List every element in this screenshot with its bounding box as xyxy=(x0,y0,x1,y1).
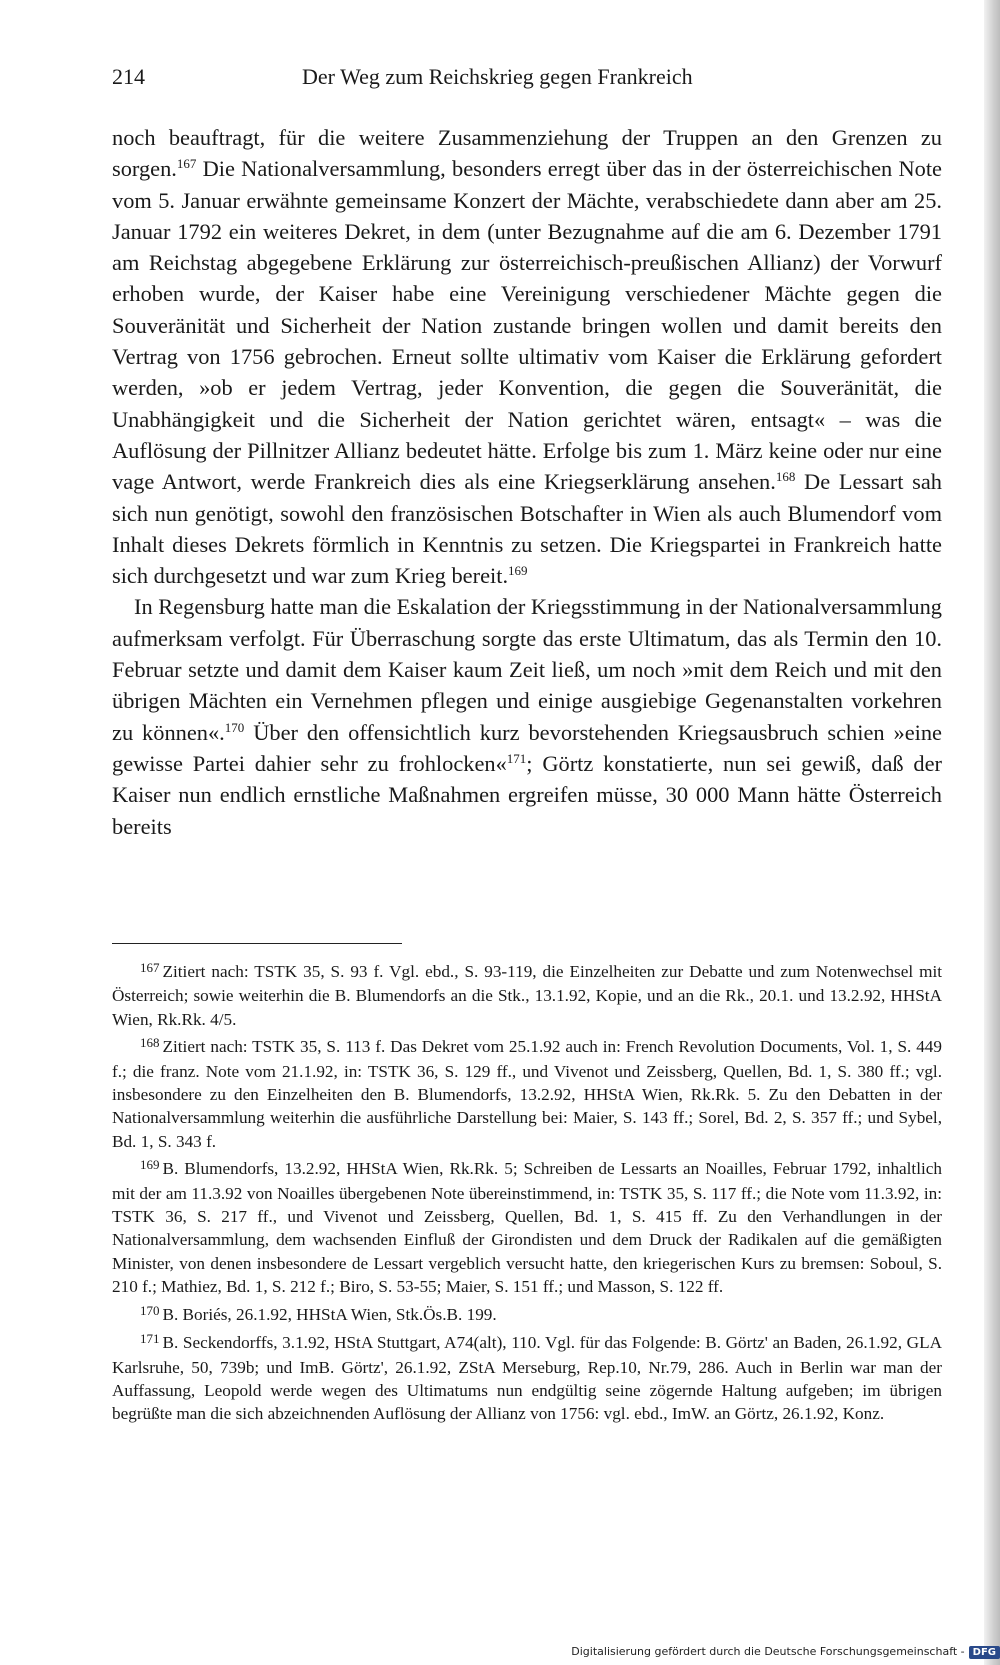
running-title: Der Weg zum Reichskrieg gegen Frankreich xyxy=(302,64,693,89)
footnote-text: Zitiert nach: TSTK 35, S. 113 f. Das Dekret vom 25.1.92 auch in: French Revolution Documents, Vol. 1, S. 449 f.; die franz. Note vom 21.1.92, in: TSTK 36, S. 129 ff., und Vivenot und Zeissberg, Quellen, Bd. 1, S. 380 ff.; vgl. insbesondere zu den Einzelheiten den B. Blumendorfs, 13.2.92, HHStA Wien, Rk.Rk. 5. Zu den Debatten in der Nationalversammlung weiterhin die ausführliche Darstellung bei: Maier, S. 143 ff.; Sorel, Bd. 2, S. 357 ff.; und Sybel, Bd. 1, S. 343 f. xyxy=(112,1037,942,1151)
footnote-text: Zitiert nach: TSTK 35, S. 93 f. Vgl. ebd., S. 93-119, die Einzelheiten zur Debatte und zum Notenwechsel mit Österreich; sowie weiterhin die B. Blumendorfs an die Stk., 13.1.92, Kopie, und an die Rk., 20.1. und 13.2.92, HHStA Wien, Rk.Rk. 4/5. xyxy=(112,962,942,1029)
page-number: 214 xyxy=(112,64,145,89)
dfg-logo: DFG xyxy=(969,1646,1000,1659)
text-run: noch beauftragt, für die weitere Zusammenziehung der Truppen an den Grenzen zu sorgen. xyxy=(112,125,942,182)
footnote-ref: 170 xyxy=(224,719,245,735)
footnote-number: 168 xyxy=(140,1035,160,1051)
text-run: Über den offensichtlich kurz bevorstehenden Kriegsausbruch schien »eine gewisse Partei dahier sehr zu frohlocken« xyxy=(112,719,942,776)
footnote-ref: 169 xyxy=(508,563,528,579)
footnote-ref: 171 xyxy=(506,750,527,766)
paragraph xyxy=(112,591,942,841)
footnote xyxy=(112,960,942,1031)
page-edge-shadow xyxy=(984,0,1000,1665)
digitization-credit-text: Digitalisierung gefördert durch die Deutsche Forschungsgemeinschaft - xyxy=(571,1645,965,1658)
text-run: ; Görtz konstatierte, nun sei gewiß, daß der Kaiser nun endlich ernstliche Maßnahmen ergreifen müsse, 30 000 Mann hätte Österreich bereits xyxy=(112,750,942,839)
footnote-number: 171 xyxy=(140,1331,160,1347)
digitization-credit xyxy=(560,1645,1000,1663)
text-run: In Regensburg hatte man die Eskalation der Kriegsstimmung in der Nationalversammlung aufmerksam verfolgt. Für Überraschung sorgte das erste Ultimatum, das als Termin den 10. Februar setzte und damit dem Kaiser kaum Zeit ließ, um noch »mit dem Reich und mit den übrigen Mächten ein Vernehmen pflegen und einige ausgiebige Gegenanstalten vorkehren zu können«. xyxy=(112,594,942,745)
footnote-number: 167 xyxy=(140,960,160,975)
footnote-text: B. Blumendorfs, 13.2.92, HHStA Wien, Rk.Rk. 5; Schreiben de Lessarts an Noailles, Februar 1792, inhaltlich mit der am 11.3.92 von Noailles übergebenen Note übereinstimmend, in: TSTK 35, S. 117 ff.; die Note vom 11.3.92, in: TSTK 36, S. 217 ff., und Vivenot und Zeissberg, Quellen, Bd. 1, S. 415 ff. Zu den Verhandlungen in der Nationalversammlung, dem wachsenden Einfluß der Girondisten und dem Druck der Radikalen auf die gemäßigten Minister, von denen insbesondere de Lessart vergeblich versucht hatte, den kriegerischen Kurs zu bremsen: Soboul, S. 210 f.; Mathiez, Bd. 1, S. 212 f.; Biro, S. 53-55; Maier, S. 151 ff.; und Masson, S. 122 ff. xyxy=(112,1159,942,1297)
footnote-separator xyxy=(112,943,402,944)
footnote xyxy=(112,1157,942,1298)
footnote xyxy=(112,1035,942,1153)
footnote-number: 169 xyxy=(140,1157,160,1173)
footnote-text: B. Boriés, 26.1.92, HHStA Wien, Stk.Ös.B. 199. xyxy=(162,1304,497,1324)
footnotes xyxy=(112,960,942,1430)
text-run: Die Nationalversammlung, besonders erregt über das in der österreichischen Note vom 5. Januar erwähnte gemeinsame Konzert der Mächte, verabschiedete dann aber am 25. Januar 1792 ein weiteres Dekret, in dem (unter Bezugnahme auf die am 6. Dezember 1791 am Reichstag abgegebene Erklärung zur österreichisch-preußischen Allianz) der Vorwurf erhoben wurde, der Kaiser habe eine Vereinigung verschiedener Mächte gegen die Souveränität und Sicherheit der Nation zustande bringen wollen und damit bereits den Vertrag von 1756 gebrochen. Erneut sollte ultimativ vom Kaiser die Erklärung gefordert werden, »ob er jedem Vertrag, jeder Konvention, die gegen die Souveränität, die Unabhängigkeit und die Sicherheit der Nation gerichtet wären, entsagt« – was die Auflösung der Pillnitzer Allianz bedeutet hätte. Erfolge bis zum 1. März keine oder nur eine vage Antwort, werde Frankreich dies als eine Kriegserklärung ansehen. xyxy=(112,156,942,495)
main-text xyxy=(112,122,942,842)
footnote xyxy=(112,1303,942,1327)
footnote xyxy=(112,1331,942,1426)
paragraph xyxy=(112,122,942,591)
footnote-ref: 167 xyxy=(176,156,197,172)
running-header xyxy=(112,64,892,96)
footnote-number: 170 xyxy=(140,1302,160,1318)
footnote-text: B. Seckendorffs, 3.1.92, HStA Stuttgart, A74(alt), 110. Vgl. für das Folgende: B. Görtz' an Baden, 26.1.92, GLA Karlsruhe, 50, 739b; und ImB. Görtz', 26.1.92, ZStA Merseburg, Rep.10, Nr.79, 286. Auch in Berlin war man der Auffassung, Leopold werde wegen des Ultimatums nun endgültig seine zögernde Haltung aufgeben; im übrigen begrüßte man die sich abzeichnenden Auflösung der Allianz von 1756: vgl. ebd., ImW. an Görtz, 26.1.92, Konz. xyxy=(112,1333,942,1424)
text-run: De Lessart sah sich nun genötigt, sowohl den französischen Botschafter in Wien als auch Blumendorf vom Inhalt dieses Dekrets förmlich in Kenntnis zu setzen. Die Kriegspartei in Frankreich hatte sich durchgesetzt und war zum Krieg bereit. xyxy=(112,469,943,589)
footnote-ref: 168 xyxy=(775,469,796,485)
